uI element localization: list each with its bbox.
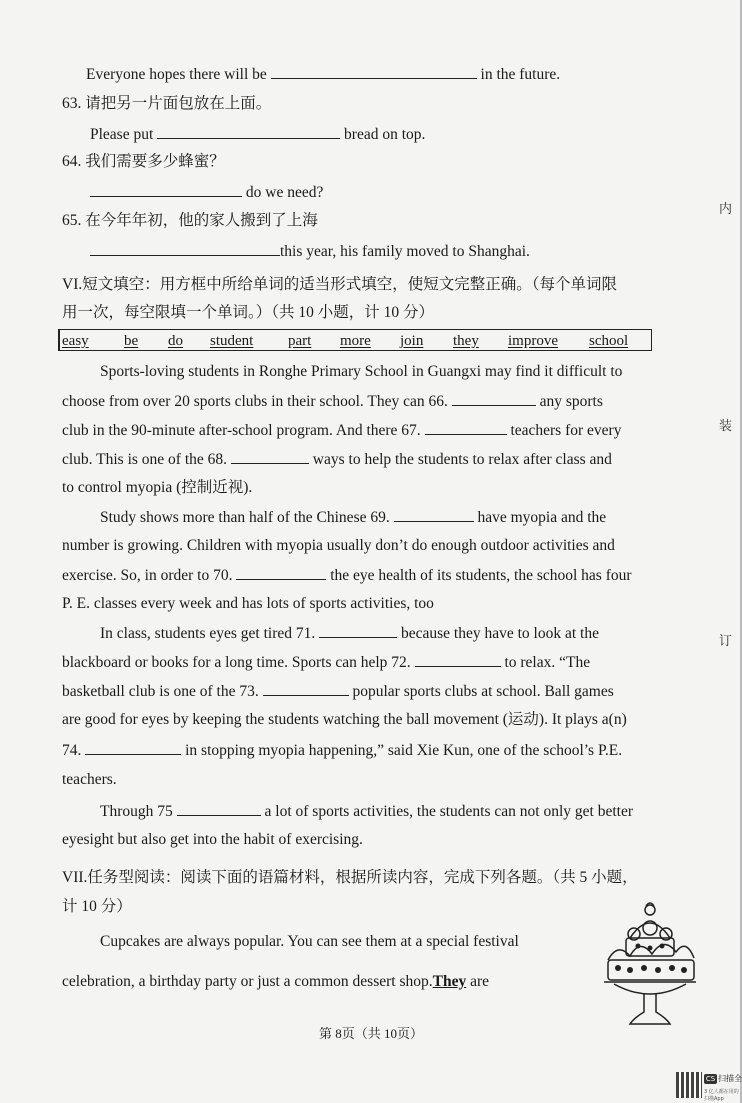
sentence-64: do we need?: [90, 182, 323, 203]
blank-69: [394, 507, 474, 522]
word-box-item: be: [124, 333, 139, 349]
scanner-label: 扫描全: [718, 1074, 742, 1083]
passage-line: exercise. So, in order to 70. the eye health of its students, the school has four: [62, 567, 632, 584]
binding-margin-mark: 订: [718, 633, 732, 648]
reading-line: celebration, a birthday party or just a common dessert shop.They are: [62, 973, 489, 990]
camscanner-logo: CS: [705, 1075, 716, 1083]
passage-line: P. E. classes every week and has lots of sports activities, too: [62, 595, 434, 612]
passage-line: eyesight but also get into the habit of exercising.: [62, 831, 363, 848]
answer-blank: [90, 182, 242, 197]
passage-line: to control myopia (控制近视).: [62, 479, 253, 496]
word-box-item: more: [340, 333, 371, 349]
passage-line: Through 75 a lot of sports activities, the students can not only get better: [100, 803, 633, 820]
passage-line: club in the 90-minute after-school program. And there 67. teachers for every: [62, 422, 622, 439]
word-box-item: do: [168, 333, 183, 349]
passage-line: basketball club is one of the 73. popular sports clubs at school. Ball games: [62, 683, 614, 700]
question-63: 63. 请把另一片面包放在上面。: [62, 95, 272, 112]
blank-72: [415, 652, 501, 667]
passage-line: number is growing. Children with myopia usually don’t do enough outdoor activities and: [62, 537, 615, 554]
underlined-word: They: [432, 973, 467, 990]
binding-margin-mark: 装: [718, 418, 732, 433]
word-box-item: student: [210, 333, 254, 349]
qr-code-icon: [676, 1072, 702, 1098]
blank-75: [177, 801, 261, 816]
section-vii-instructions: 计 10 分）: [62, 898, 132, 915]
question-65: 65. 在今年年初，他的家人搬到了上海: [62, 212, 318, 229]
binding-margin-mark: 内: [718, 201, 732, 216]
blank-71: [319, 623, 397, 638]
scanner-subtitle: 3 亿人都在用的扫描App: [704, 1089, 739, 1102]
section-vi-title: VI.短文填空：用方框中所给单词的适当形式填空，使短文完整正确。（每个单词限: [62, 276, 617, 293]
word-box-item: improve: [508, 333, 558, 349]
page-footer: 第 8页（共 10页）: [318, 1026, 423, 1041]
reading-line: Cupcakes are always popular. You can see them at a special festival: [100, 933, 519, 950]
sentence-62: Everyone hopes there will be in the future.: [86, 66, 561, 83]
word-box-item: easy: [62, 333, 89, 349]
word-box-item: they: [453, 333, 479, 349]
section-vii-title: VII.任务型阅读：阅读下面的语篇材料，根据所读内容，完成下列各题。（共 5 小题，: [62, 869, 638, 886]
blank-68: [231, 449, 309, 464]
answer-blank: [90, 241, 280, 256]
passage-line: choose from over 20 sports clubs in their school. They can 66. any sports: [62, 393, 603, 410]
passage-line: club. This is one of the 68. ways to help the students to relax after class and: [62, 451, 612, 468]
word-box: [58, 329, 652, 351]
section-vi-instructions: 用一次，每空限填一个单词。）（共 10 小题，计 10 分）: [62, 304, 435, 321]
passage-line: In class, students eyes get tired 71. because they have to look at the: [100, 625, 599, 642]
passage-line: 74. in stopping myopia happening,” said Xie Kun, one of the school’s P.E.: [62, 742, 623, 759]
passage-line: Sports-loving students in Ronghe Primary School in Guangxi may find it difficult to: [100, 363, 623, 380]
word-box-item: school: [589, 333, 629, 349]
passage-line: teachers.: [62, 771, 117, 788]
blank-74: [85, 740, 181, 755]
question-64: 64. 我们需要多少蜂蜜？: [62, 153, 225, 170]
cupcake-tower-illustration: [600, 898, 700, 1028]
blank-70: [236, 565, 326, 580]
passage-line: Study shows more than half of the Chinese 69. have myopia and the: [100, 509, 607, 526]
sentence-63: Please put bread on top.: [90, 126, 426, 143]
blank-67: [425, 420, 507, 435]
sentence-65: this year, his family moved to Shanghai.: [90, 241, 530, 262]
word-box-item: join: [400, 333, 424, 349]
answer-blank: [271, 64, 477, 79]
blank-73: [263, 681, 349, 696]
passage-line: are good for eyes by keeping the students watching the ball movement (运动). It plays a(n): [62, 711, 627, 728]
answer-blank: [157, 124, 340, 139]
passage-line: blackboard or books for a long time. Sports can help 72. to relax. “The: [62, 654, 591, 671]
word-box-item: part: [288, 333, 312, 349]
blank-66: [452, 391, 536, 406]
